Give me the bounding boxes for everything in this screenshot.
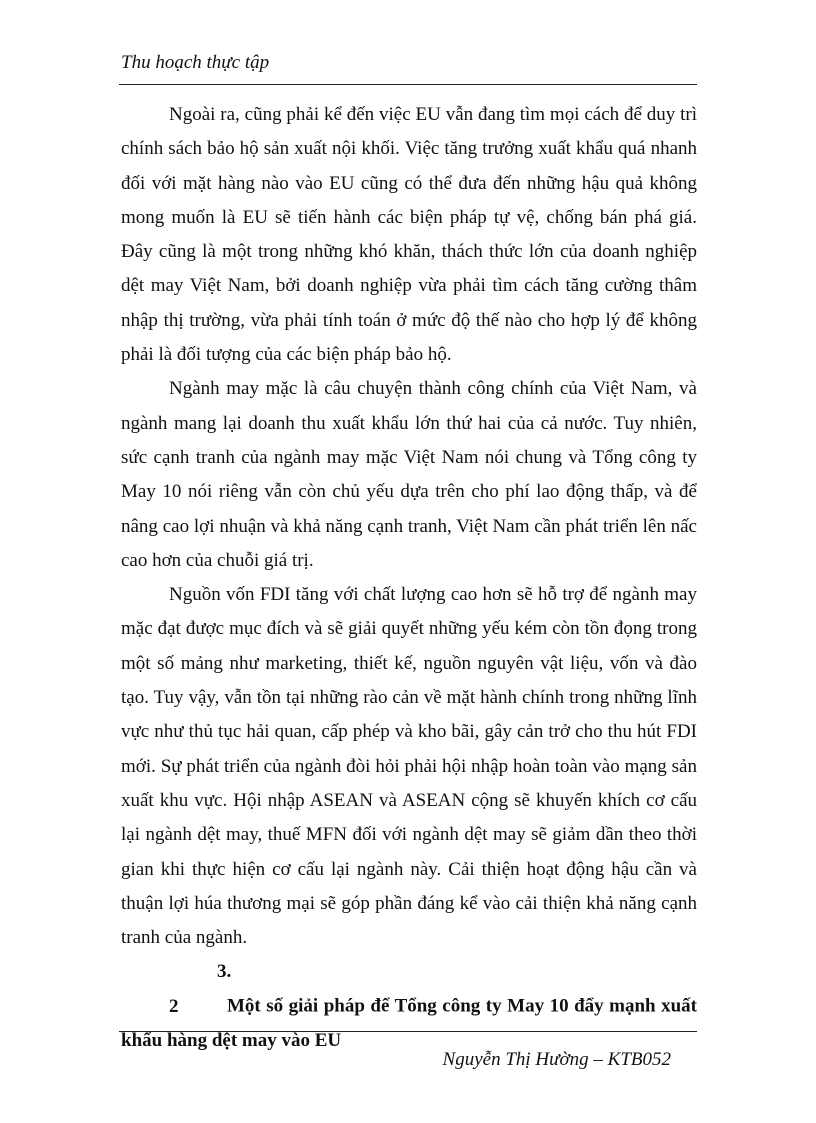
footer-author: Nguyễn Thị Hường – KTB052 bbox=[442, 1049, 671, 1070]
paragraph-garment-success: Ngành may mặc là câu chuyện thành công chính của Việt Nam, và ngành mang lại doanh thu xuất khẩu lớn thứ hai của cả nước. Tuy nhiên, sức cạnh tranh của ngành may mặc Việt Nam nói chung và Tổng công ty May 10 nói riêng vẫn còn chủ yếu dựa trên cho phí lao động thấp, và để nâng cao lợi nhuận và khả năng cạnh tranh, Việt Nam cần phát triển lên nấc cao hơn của chuỗi giá trị. bbox=[121, 378, 697, 571]
header-divider bbox=[119, 84, 697, 85]
body-text bbox=[121, 98, 697, 1058]
paragraph-fdi: Nguồn vốn FDI tăng với chất lượng cao hơn sẽ hỗ trợ để ngành may mặc đạt được mục đích và sẽ giải quyết những yếu kém còn tồn đọng trong một số mảng như marketing, thiết kế, nguồn nguyên vật liệu, vốn và đào tạo. Tuy vậy, vẫn tồn tại những rào cản về mặt hành chính trong những lĩnh vực như thủ tục hải quan, cấp phép và kho bãi, gây cản trở cho thu hút FDI mới. Sự phát triển của ngành đòi hỏi phải hội nhập hoàn toàn vào mạng sản xuất khu vực. Hội nhập ASEAN và ASEAN cộng sẽ khuyến khích cơ cấu lại ngành dệt may, thuế MFN đối với ngành dệt may sẽ giảm dần theo thời gian khi thực hiện cơ cấu lại ngành này. Cải thiện hoạt động hậu cần và thuận lợi húa thương mại sẽ góp phần đáng kể vào cải thiện khả năng cạnh tranh của ngành. bbox=[121, 584, 697, 949]
paragraph-eu-protection: Ngoài ra, cũng phải kể đến việc EU vẫn đang tìm mọi cách để duy trì chính sách bảo hộ sản xuất nội khối. Việc tăng trưởng xuất khẩu quá nhanh đối với mặt hàng nào vào EU cũng có thể đưa đến những hậu quả không mong muốn là EU sẽ tiến hành các biện pháp tự vệ, chống bán phá giá. Đây cũng là một trong những khó khăn, thách thức lớn của doanh nghiệp dệt may Việt Nam, bởi doanh nghiệp vừa phải tìm cách tăng cường thâm nhập thị trường, vừa phải tính toán ở mức độ thế nào cho hợp lý để không phải là đối tượng của các biện pháp bảo hộ. bbox=[121, 104, 697, 366]
section-number: 3. 2 bbox=[169, 961, 232, 1017]
header-title: Thu hoạch thực tập bbox=[121, 52, 270, 73]
section-heading bbox=[121, 955, 697, 1058]
section-title: Một số giải pháp để Tổng công ty May 10 đẩy mạnh xuất khẩu hàng dệt may vào EU bbox=[121, 995, 697, 1052]
footer-divider bbox=[119, 1031, 697, 1032]
